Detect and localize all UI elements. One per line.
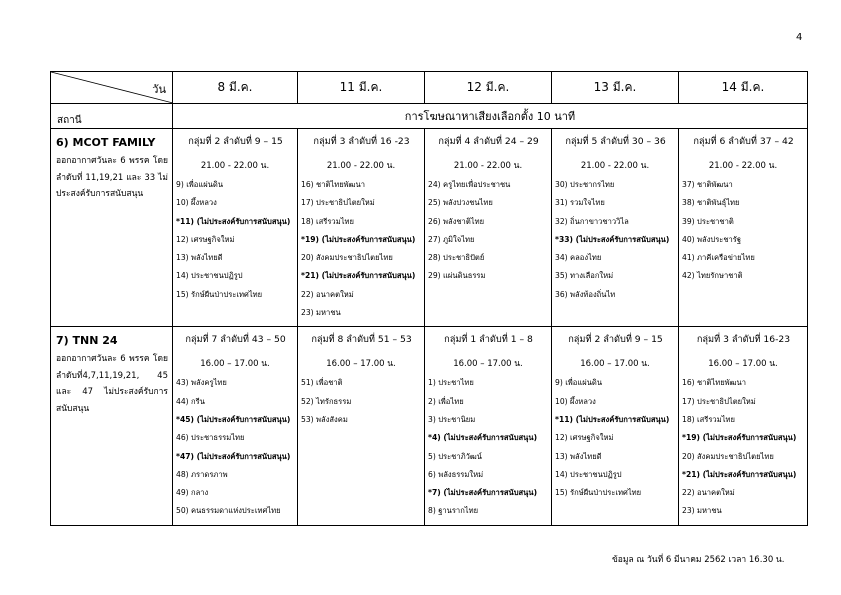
time-slot: 16.00 – 17.00 น.	[200, 359, 270, 370]
party-item: 42) ไทยรักษาชาติ	[682, 271, 743, 281]
schedule-cell	[425, 327, 552, 525]
time-slot: 21.00 - 22.00 น.	[580, 161, 650, 171]
party-item: 13) พลังไทยดี	[176, 253, 223, 263]
party-item: *4) (ไม่ประสงค์รับการสนับสนุน)	[428, 433, 538, 443]
party-item: 16) ชาติไทยพัฒนา	[301, 180, 365, 189]
party-item: 20) สังคมประชาธิปไตยไทย	[682, 451, 774, 461]
party-item: *47) (ไม่ประสงค์รับการสนับสนุน)	[176, 451, 291, 461]
party-item: 48) ภราดรภาพ	[176, 469, 228, 479]
group-label: กลุ่มที่ 8 ลำดับที่ 51 – 53	[311, 334, 412, 346]
station-cell	[51, 327, 173, 525]
group-label: กลุ่มที่ 3 ลำดับที่ 16 -23	[313, 136, 410, 147]
station-row	[51, 327, 808, 525]
party-item: 9) เพื่อแผ่นดิน	[555, 378, 603, 388]
schedule-cell	[298, 327, 425, 525]
station-row	[51, 129, 808, 327]
date-header: 13 มี.ค.	[552, 72, 679, 104]
party-item: 41) ภาคีเครือข่ายไทย	[682, 253, 755, 263]
station-cell	[51, 129, 173, 327]
group-label: กลุ่มที่ 6 ลำดับที่ 37 – 42	[693, 136, 794, 147]
time-slot: 16.00 – 17.00 น.	[453, 359, 523, 370]
party-item: 38) ชาติพันธุ์ไทย	[682, 198, 740, 208]
day-label: วัน	[152, 83, 166, 96]
party-item: 2) เพื่อไทย	[428, 396, 464, 406]
party-item: 15) รักษ์ผืนป่าประเทศไทย	[176, 289, 263, 299]
party-item: 26) พลังชาติไทย	[428, 216, 485, 226]
party-item: 37) ชาติพัฒนา	[682, 180, 733, 189]
party-item: 52) ไทรักธรรม	[301, 396, 352, 406]
party-item: 5) ประชาภิวัฒน์	[428, 451, 482, 461]
schedule-cell	[552, 327, 679, 525]
party-item: *11) (ไม่ประสงค์รับการสนับสนุน)	[555, 414, 670, 424]
group-label: กลุ่มที่ 2 ลำดับที่ 9 – 15	[568, 334, 663, 346]
schedule-cell	[679, 129, 808, 327]
party-item: 18) เสรีรวมไทย	[301, 216, 354, 226]
group-label: กลุ่มที่ 7 ลำดับที่ 43 – 50	[185, 334, 286, 346]
party-item: 36) พลังท้องถิ่นไท	[555, 289, 616, 299]
party-item: *7) (ไม่ประสงค์รับการสนับสนุน)	[428, 488, 538, 498]
party-item: 23) มหาชน	[301, 308, 341, 318]
party-item: 50) คนธรรมดาแห่งประเทศไทย	[176, 506, 281, 516]
party-item: 12) เศรษฐกิจใหม่	[555, 433, 614, 443]
party-item: 17) ประชาธิปไตยใหม่	[301, 198, 375, 208]
time-slot: 16.00 – 17.00 น.	[708, 359, 778, 370]
date-header: 8 มี.ค.	[173, 72, 298, 104]
time-slot: 21.00 - 22.00 น.	[200, 161, 270, 171]
subheader-row	[51, 104, 808, 129]
party-item: 43) พลังครูไทย	[176, 378, 227, 388]
party-item: 53) พลังสังคม	[301, 414, 348, 424]
party-list	[552, 176, 678, 308]
party-item: 6) พลังธรรมใหม่	[428, 469, 484, 479]
party-item: *19) (ไม่ประสงค์รับการสนับสนุน)	[682, 433, 797, 443]
party-item: 30) ประชากรไทย	[555, 180, 615, 189]
date-header-row	[51, 72, 808, 104]
party-item: 10) ผึ้งหลวง	[176, 198, 217, 208]
party-item: *21) (ไม่ประสงค์รับการสนับสนุน)	[682, 469, 797, 479]
party-list	[425, 176, 551, 290]
party-item: 29) แผ่นดินธรรม	[428, 271, 486, 281]
date-header: 12 มี.ค.	[425, 72, 552, 104]
party-list	[679, 176, 807, 290]
station-name: 7) TNN 24	[56, 334, 118, 348]
party-item: 51) เพื่อชาติ	[301, 378, 343, 388]
station-label: สถานี	[51, 104, 173, 129]
party-item: 22) อนาคตใหม่	[301, 289, 354, 299]
party-list	[425, 374, 551, 524]
party-item: 18) เสรีรวมไทย	[682, 414, 735, 424]
group-label: กลุ่มที่ 2 ลำดับที่ 9 – 15	[188, 136, 283, 147]
schedule-cell	[552, 129, 679, 327]
station-name: 6) MCOT FAMILY	[56, 136, 156, 149]
party-item: 13) พลังไทยดี	[555, 451, 602, 461]
party-item: 24) ครูไทยเพื่อประชาชน	[428, 180, 511, 189]
party-item: 34) คลองไทย	[555, 253, 602, 263]
party-item: *33) (ไม่ประสงค์รับการสนับสนุน)	[555, 234, 670, 244]
schedule-cell	[298, 129, 425, 327]
party-item: 12) เศรษฐกิจใหม่	[176, 234, 235, 244]
party-item: 14) ประชาชนปฏิรูป	[176, 271, 243, 281]
party-item: 23) มหาชน	[682, 506, 722, 516]
party-item: 44) กรีน	[176, 396, 205, 406]
party-item: 40) พลังประชารัฐ	[682, 234, 742, 244]
time-slot: 21.00 - 22.00 น.	[326, 161, 396, 171]
party-list	[298, 374, 424, 433]
ads-title: การโฆษณาหาเสียงเลือกตั้ง 10 นาที	[173, 104, 808, 129]
schedule-cell	[679, 327, 808, 525]
party-item: 8) ฐานรากไทย	[428, 506, 479, 516]
date-header: 11 มี.ค.	[298, 72, 425, 104]
party-item: 28) ประชาธิปัตย์	[428, 253, 485, 263]
party-item: 9) เพื่อแผ่นดิน	[176, 180, 224, 189]
schedule-cell	[173, 327, 298, 525]
station-description: ออกอากาศวันละ 6 พรรค โดยลำดับที่4,7,11,19,21, 45 และ 47 ไม่ประสงค์รับการสนับสนุน	[56, 354, 168, 414]
schedule-cell	[173, 129, 298, 327]
page-number: 4	[796, 32, 803, 43]
party-item: 25) พลังปวงชนไทย	[428, 198, 493, 208]
party-item: 35) ทางเลือกใหม่	[555, 271, 614, 281]
party-item: 27) ภูมิใจไทย	[428, 234, 475, 244]
footer-note: ข้อมูล ณ วันที่ 6 มีนาคม 2562 เวลา 16.30 น.	[612, 555, 785, 565]
party-item: 1) ประชาไทย	[428, 378, 474, 388]
time-slot: 21.00 - 22.00 น.	[453, 161, 523, 171]
party-list	[173, 176, 297, 308]
party-list	[173, 374, 297, 524]
party-item: *11) (ไม่ประสงค์รับการสนับสนุน)	[176, 216, 291, 226]
party-item: 22) อนาคตใหม่	[682, 488, 735, 498]
party-item: *45) (ไม่ประสงค์รับการสนับสนุน)	[176, 414, 291, 424]
party-item: 39) ประชาชาติ	[682, 216, 734, 226]
party-item: 32) ถิ่นกาขาวชาววิไล	[555, 216, 629, 226]
party-list	[552, 374, 678, 506]
date-header: 14 มี.ค.	[679, 72, 808, 104]
party-item: 14) ประชาชนปฏิรูป	[555, 469, 622, 479]
party-item: 3) ประชานิยม	[428, 414, 476, 424]
party-item: *19) (ไม่ประสงค์รับการสนับสนุน)	[301, 234, 416, 244]
schedule-cell	[425, 129, 552, 327]
station-description: ออกอากาศวันละ 6 พรรค โดยลำดับที่ 11,19,21 และ 33 ไม่ประสงค์รับการสนับสนุน	[56, 156, 168, 199]
schedule-table	[50, 71, 808, 526]
party-list	[679, 374, 807, 524]
party-item: 20) สังคมประชาธิปไตยไทย	[301, 253, 393, 263]
party-item: 16) ชาติไทยพัฒนา	[682, 378, 746, 388]
party-list	[298, 176, 424, 326]
time-slot: 16.00 – 17.00 น.	[580, 359, 650, 370]
group-label: กลุ่มที่ 3 ลำดับที่ 16-23	[696, 334, 791, 346]
time-slot: 21.00 - 22.00 น.	[708, 161, 778, 171]
party-item: 15) รักษ์ผืนป่าประเทศไทย	[555, 488, 642, 498]
party-item: 17) ประชาธิปไตยใหม่	[682, 396, 756, 406]
party-item: 46) ประชาธรรมไทย	[176, 433, 245, 443]
party-item: 49) กลาง	[176, 488, 209, 498]
group-label: กลุ่มที่ 1 ลำดับที่ 1 – 8	[444, 334, 533, 346]
party-item: *21) (ไม่ประสงค์รับการสนับสนุน)	[301, 271, 416, 281]
group-label: กลุ่มที่ 4 ลำดับที่ 24 – 29	[438, 136, 539, 147]
party-item: 31) รวมใจไทย	[555, 198, 605, 208]
corner-header	[51, 72, 173, 104]
time-slot: 16.00 – 17.00 น.	[326, 359, 396, 370]
party-item: 10) ผึ้งหลวง	[555, 396, 596, 406]
group-label: กลุ่มที่ 5 ลำดับที่ 30 – 36	[565, 136, 666, 147]
